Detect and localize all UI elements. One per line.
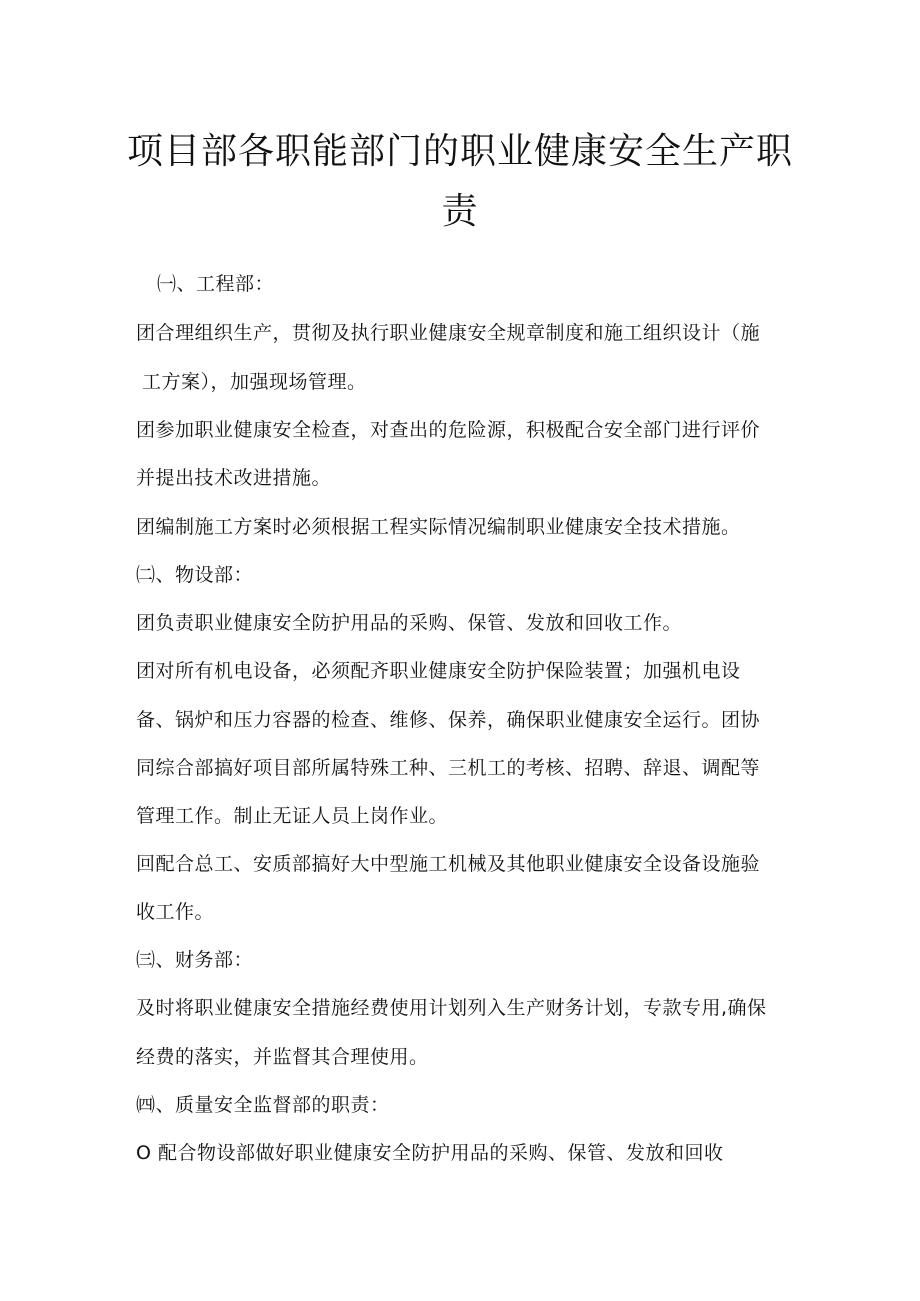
section-heading-engineering: ㈠、工程部：	[157, 273, 275, 295]
body-line: 及时将职业健康安全措施经费使用计划列入生产财务计划，专款专用,确保	[136, 997, 767, 1019]
body-line: 回配合总工、安质部搞好大中型施工机械及其他职业健康安全设备设施验	[136, 853, 761, 875]
body-line: 团编制施工方案时必须根据工程实际情况编制职业健康安全技术措施。	[136, 516, 741, 538]
document-title-line-2: 责	[441, 191, 479, 232]
body-line: 收工作。	[136, 901, 215, 923]
body-line: 团负责职业健康安全防护用品的采购、保管、发放和回收工作。	[136, 612, 683, 634]
body-line: 团参加职业健康安全检查，对查出的危险源，积极配合安全部门进行评价	[136, 419, 761, 441]
body-line: 并提出技术改进措施。	[136, 467, 332, 489]
body-line: 团对所有机电设备，必须配齐职业健康安全防护保险装置；加强机电设	[136, 660, 741, 682]
body-line: 同综合部搞好项目部所属特殊工种、三机工的考核、招聘、辞退、调配等	[136, 757, 761, 779]
body-line: 团合理组织生产，贯彻及执行职业健康安全规章制度和施工组织设计（施	[136, 322, 761, 344]
document-title-line-1: 项目部各职能部门的职业健康安全生产职	[126, 131, 793, 172]
body-line: 工方案），加强现场管理。	[142, 371, 367, 393]
body-line: O 配合物设部做好职业健康安全防护用品的采购、保管、发放和回收	[136, 1142, 724, 1164]
section-heading-quality-safety: ㈣、质量安全监督部的职责：	[136, 1094, 390, 1116]
body-line: 备、锅炉和压力容器的检查、维修、保养，确保职业健康安全运行。团协	[136, 709, 761, 731]
section-heading-finance: ㈢、财务部：	[136, 949, 254, 971]
body-line: 经费的落实，并监督其合理使用。	[136, 1046, 429, 1068]
section-heading-materials: ㈡、物设部：	[136, 564, 254, 586]
body-line: 管理工作。制止无证人员上岗作业。	[136, 805, 449, 827]
